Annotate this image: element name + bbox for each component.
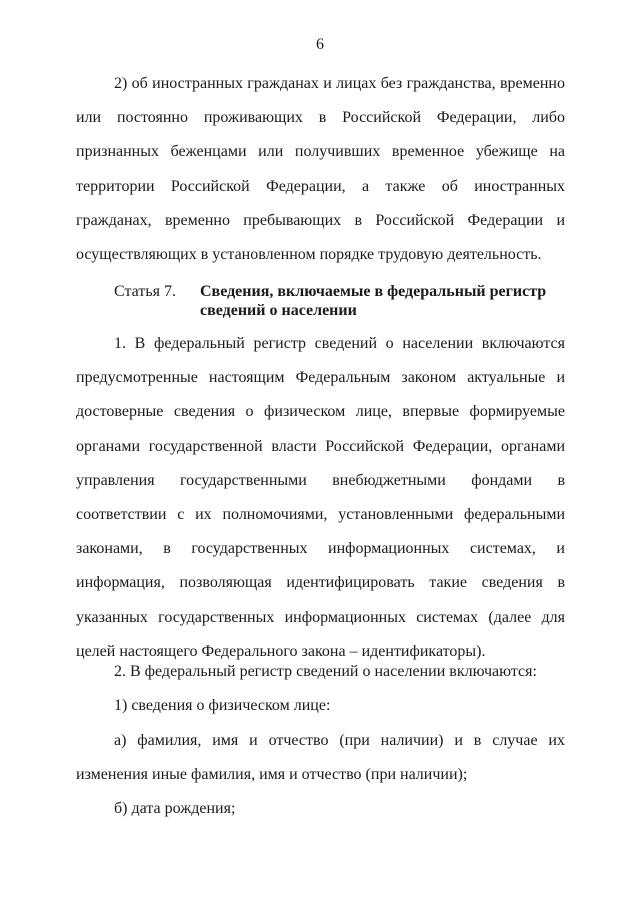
paragraph-subitem-1: 1) сведения о физическом лице: (114, 697, 331, 714)
paragraph-foreign-citizens: 2) об иностранных гражданах и лицах без гражданства, временно или постоянно проживающих в Российской Федерации, либо признанных беженцами или получивших временное убежище на территории Российской Федерации, а также об иностранных гражданах, временно пребывающих в Российской Федерации и осуществляющих в установленном порядке трудовую деятельность. (76, 75, 565, 264)
page-number: 6 (316, 36, 324, 53)
paragraph-subitem-b: б) дата рождения; (114, 800, 236, 817)
paragraph-item-2: 2. В федеральный регистр сведений о населении включаются: (114, 663, 537, 680)
article-title: Сведения, включаемые в федеральный регистр сведений о населении (200, 283, 547, 319)
paragraph-item-1: 1. В федеральный регистр сведений о населении включаются предусмотренные настоящим Федеральным законом актуальные и достоверные сведения о физическом лице, впервые формируемые органами государственной власти Российской Федерации, органами управления государственными внебюджетными фондами в соответствии с их полномочиями, установленными федеральными законами, в государственных информационных системах, и информация, позволяющая идентифицировать такие сведения в указанных государственных информационных системах (далее для целей настоящего Федерального закона – идентификаторы). (76, 335, 565, 660)
paragraph-subitem-a: а) фамилия, имя и отчество (при наличии) и в случае их изменения иные фамилия, имя и отчество (при наличии); (76, 732, 565, 784)
article-label: Статья 7. (114, 283, 176, 300)
